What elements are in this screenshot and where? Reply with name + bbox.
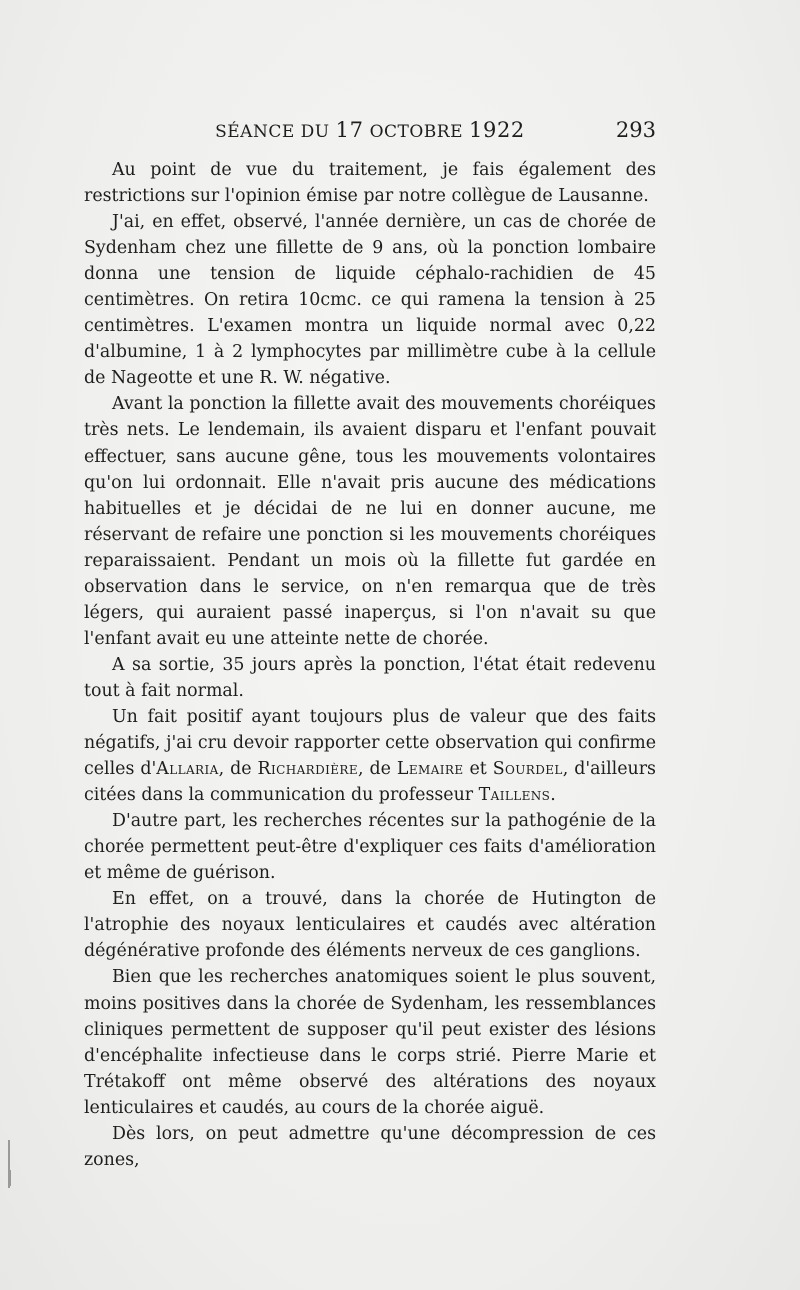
paragraph-5-text-mid3: et	[463, 759, 493, 780]
author-name-lemaire: Lemaire	[396, 759, 464, 780]
paragraph-5-text-mid2: , de	[358, 759, 397, 780]
header-title-prefix: SÉANCE DU	[215, 122, 330, 142]
paragraph-5-text-before: Un fait positif ayant toujours plus de valeur que des faits négatifs, j'ai cru devoir rapporter cette observation qui confirme celles d'	[84, 706, 656, 780]
paragraph-5	[84, 704, 656, 808]
paragraph-4: A sa sortie, 35 jours après la ponction, l'état était redevenu tout à fait normal.	[84, 654, 656, 701]
paragraph-1: Au point de vue du traitement, je fais également des restrictions sur l'opinion émise par notre collègue de Lausanne.	[84, 160, 656, 207]
header-day: 17	[335, 118, 364, 142]
paragraph-3: Avant la ponction la fillette avait des mouvements choréiques très nets. Le lendemain, ils avaient disparu et l'enfant pouvait effectuer, sans aucune gêne, tous les mouvements volontaires qu'on lui ordonnait. Elle n'avait pris aucune des médications habituelles et je décidai de ne lui en donner aucune, me réservant de refaire une ponction si les mouvements choréiques reparaissaient. Pendant un mois où la fillette fut gardée en observation dans le service, on n'en remarqua que de très légers, qui auraient passé inaperçus, si l'on n'avait su que l'enfant avait eu une atteinte nette de chorée.	[84, 394, 656, 649]
paragraph-5-text-mid4: , d'ailleurs citées dans la communication du professeur	[84, 759, 656, 806]
paragraph-2: J'ai, en effet, observé, l'année dernière, un cas de chorée de Sydenham chez une fillette de 9 ans, où la ponction lombaire donna une tension de liquide céphalo-rachidien de 45 centimètres. On retira 10cmc. ce qui ramena la tension à 25 centimètres. L'examen montra un liquide normal avec 0,22 d'albumine, 1 à 2 lymphocytes par millimètre cube à la cellule de Nageotte et une R. W. négative.	[84, 212, 656, 389]
paragraph-6: D'autre part, les recherches récentes sur la pathogénie de la chorée permettent peut-être d'expliquer ces faits d'amélioration et même de guérison.	[84, 811, 656, 884]
page-number: 293	[615, 118, 656, 142]
author-name-taillens: Taillens	[478, 785, 551, 806]
paragraph-5-text-after: .	[550, 785, 556, 806]
scan-margin-mark	[8, 1170, 11, 1186]
header-month: OCTOBRE	[369, 122, 464, 142]
author-name-richardiere: Richardière	[257, 759, 359, 780]
paragraph-5-text-mid1: , de	[218, 759, 258, 780]
paragraph-9: Dès lors, on peut admettre qu'une décompression de ces zones,	[84, 1123, 656, 1170]
paragraph-7: En effet, on a trouvé, dans la chorée de Hutington de l'atrophie des noyaux lenticulaires et caudés avec altération dégénérative profonde des éléments nerveux de ces ganglions.	[84, 889, 656, 962]
author-name-sourdel: Sourdel	[492, 759, 563, 780]
running-header	[84, 118, 656, 148]
author-name-allaria: Allaria	[156, 759, 219, 780]
header-year: 1922	[469, 118, 525, 142]
paragraph-8: Bien que les recherches anatomiques soient le plus souvent, moins positives dans la chorée de Sydenham, les ressemblances cliniques permettent de supposer qu'il peut exister des lésions d'encéphalite infectieuse dans le corps strié. Pierre Marie et Trétakoff ont même observé des altérations des noyaux lenticulaires et caudés, au cours de la chorée aiguë.	[84, 967, 656, 1118]
header-title	[84, 118, 656, 142]
body-text	[84, 157, 656, 1173]
